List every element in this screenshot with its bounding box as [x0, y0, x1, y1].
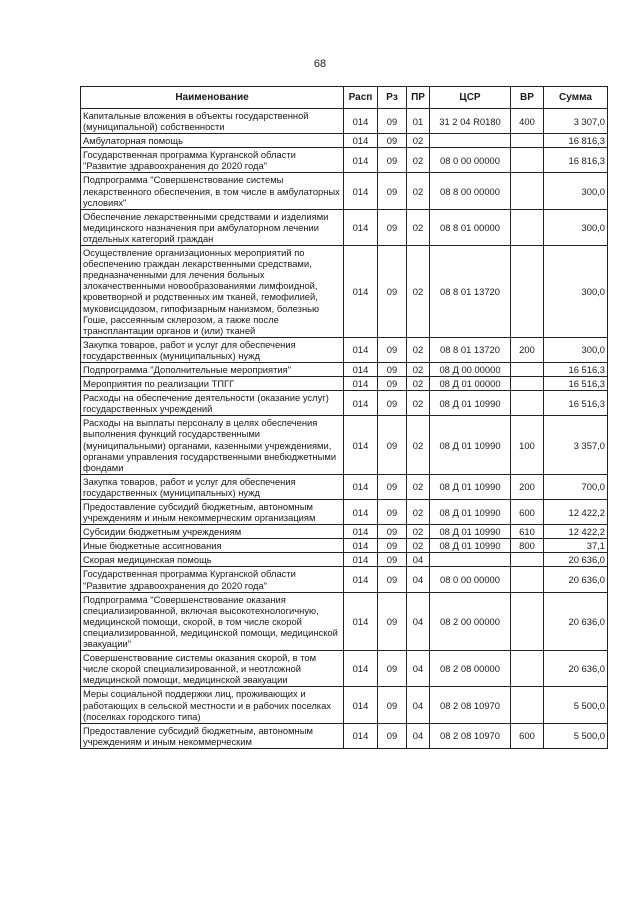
table-row	[81, 567, 608, 592]
cell-rasp: 014	[344, 148, 378, 173]
header-csr: ЦСР	[430, 87, 511, 109]
cell-name: Меры социальной поддержки лиц, проживающих и работающих в сельской местности и в рабочих поселках (поселках городского типа)	[81, 687, 344, 723]
cell-vr	[511, 651, 544, 687]
table-row	[81, 687, 608, 723]
cell-vr	[511, 592, 544, 650]
table-row	[81, 391, 608, 416]
cell-rasp: 014	[344, 134, 378, 148]
page-number: 68	[313, 58, 327, 70]
cell-sum: 300,0	[544, 246, 608, 338]
cell-pr: 02	[407, 416, 430, 474]
cell-rasp: 014	[344, 687, 378, 723]
table-row	[81, 109, 608, 134]
cell-pr: 02	[407, 377, 430, 391]
cell-vr	[511, 209, 544, 245]
cell-sum: 16 816,3	[544, 148, 608, 173]
cell-rasp: 014	[344, 209, 378, 245]
cell-name: Мероприятия по реализации ТПГГ	[81, 377, 344, 391]
cell-csr: 08 8 00 00000	[430, 173, 511, 209]
cell-rasp: 014	[344, 246, 378, 338]
cell-csr: 08 Д 00 00000	[430, 362, 511, 376]
cell-pr: 02	[407, 500, 430, 525]
cell-rz: 09	[378, 567, 407, 592]
cell-name: Закупка товаров, работ и услуг для обеспечения государственных (муниципальных) нужд	[81, 337, 344, 362]
cell-rz: 09	[378, 148, 407, 173]
cell-rz: 09	[378, 539, 407, 553]
cell-csr	[430, 134, 511, 148]
cell-rasp: 014	[344, 337, 378, 362]
cell-csr: 08 8 01 13720	[430, 337, 511, 362]
cell-sum: 5 500,0	[544, 687, 608, 723]
table-row	[81, 209, 608, 245]
cell-rasp: 014	[344, 416, 378, 474]
cell-sum: 300,0	[544, 337, 608, 362]
cell-rz: 09	[378, 687, 407, 723]
cell-rz: 09	[378, 362, 407, 376]
cell-rasp: 014	[344, 651, 378, 687]
cell-rz: 09	[378, 592, 407, 650]
cell-vr	[511, 553, 544, 567]
cell-vr: 800	[511, 539, 544, 553]
cell-name: Предоставление субсидий бюджетным, автономным учреждениям и иным некоммерческим	[81, 723, 344, 748]
cell-rasp: 014	[344, 525, 378, 539]
cell-name: Подпрограмма "Дополнительные мероприятия"	[81, 362, 344, 376]
cell-rz: 09	[378, 416, 407, 474]
cell-rasp: 014	[344, 173, 378, 209]
cell-name: Подпрограмма "Совершенствование оказания специализированной, включая высокотехнологичную, медицинской помощи, скорой, в том числе скорой специализированной, медицинской помощи, медицинской эвакуации"	[81, 592, 344, 650]
cell-pr: 01	[407, 109, 430, 134]
cell-sum: 20 636,0	[544, 567, 608, 592]
cell-rz: 09	[378, 209, 407, 245]
cell-pr: 04	[407, 651, 430, 687]
table-row	[81, 377, 608, 391]
cell-csr	[430, 553, 511, 567]
cell-sum: 5 500,0	[544, 723, 608, 748]
cell-vr	[511, 362, 544, 376]
cell-name: Совершенствование системы оказания скорой, в том числе скорой специализированной, и неотложной медицинской помощи, медицинской эвакуации	[81, 651, 344, 687]
cell-pr: 02	[407, 525, 430, 539]
cell-rz: 09	[378, 474, 407, 499]
cell-rz: 09	[378, 337, 407, 362]
cell-name: Осуществление организационных мероприятий по обеспечению граждан лекарственными средствами, предназначенными для лечения больных злокачественными новообразованиями лимфоидной, кроветворной и родственных им тканей, гемофилией, муковисцидозом, гипофизарным нанизмом, болезнью Гоше, рассеянным склерозом, а также после трансплантации органов и (или) тканей	[81, 246, 344, 338]
cell-name: Иные бюджетные ассигнования	[81, 539, 344, 553]
cell-csr: 08 Д 01 10990	[430, 416, 511, 474]
table-header-row	[81, 87, 608, 109]
cell-csr: 08 Д 01 10990	[430, 539, 511, 553]
cell-vr	[511, 377, 544, 391]
table-row	[81, 173, 608, 209]
cell-rasp: 014	[344, 500, 378, 525]
cell-name: Государственная программа Курганской области "Развитие здравоохранения до 2020 года"	[81, 148, 344, 173]
cell-csr: 31 2 04 R0180	[430, 109, 511, 134]
cell-vr: 200	[511, 474, 544, 499]
cell-pr: 04	[407, 723, 430, 748]
cell-name: Закупка товаров, работ и услуг для обеспечения государственных (муниципальных) нужд	[81, 474, 344, 499]
table-row	[81, 539, 608, 553]
cell-csr: 08 Д 01 10990	[430, 525, 511, 539]
cell-vr: 610	[511, 525, 544, 539]
cell-pr: 02	[407, 148, 430, 173]
cell-rz: 09	[378, 525, 407, 539]
cell-rasp: 014	[344, 391, 378, 416]
cell-rasp: 014	[344, 723, 378, 748]
cell-sum: 16 516,3	[544, 377, 608, 391]
cell-name: Подпрограмма "Совершенствование системы лекарственного обеспечения, в том числе в амбулаторных условиях"	[81, 173, 344, 209]
cell-name: Расходы на обеспечение деятельности (оказание услуг) государственных учреждений	[81, 391, 344, 416]
header-vr: ВР	[511, 87, 544, 109]
cell-pr: 04	[407, 553, 430, 567]
budget-table	[80, 86, 608, 749]
cell-rasp: 014	[344, 567, 378, 592]
cell-csr: 08 0 00 00000	[430, 148, 511, 173]
cell-vr: 400	[511, 109, 544, 134]
cell-rasp: 014	[344, 592, 378, 650]
cell-pr: 02	[407, 246, 430, 338]
table-row	[81, 500, 608, 525]
cell-rz: 09	[378, 391, 407, 416]
cell-rasp: 014	[344, 377, 378, 391]
cell-sum: 700,0	[544, 474, 608, 499]
cell-sum: 12 422,2	[544, 525, 608, 539]
cell-csr: 08 2 00 00000	[430, 592, 511, 650]
cell-rasp: 014	[344, 362, 378, 376]
cell-rasp: 014	[344, 109, 378, 134]
cell-sum: 37,1	[544, 539, 608, 553]
header-rz: Рз	[378, 87, 407, 109]
cell-sum: 12 422,2	[544, 500, 608, 525]
cell-pr: 04	[407, 567, 430, 592]
cell-rasp: 014	[344, 553, 378, 567]
cell-pr: 04	[407, 592, 430, 650]
cell-pr: 02	[407, 337, 430, 362]
table-row	[81, 416, 608, 474]
cell-sum: 16 516,3	[544, 391, 608, 416]
table-row	[81, 525, 608, 539]
cell-vr	[511, 148, 544, 173]
header-pr: ПР	[407, 87, 430, 109]
cell-vr	[511, 391, 544, 416]
cell-csr: 08 2 08 10970	[430, 723, 511, 748]
cell-vr	[511, 173, 544, 209]
cell-rz: 09	[378, 173, 407, 209]
cell-csr: 08 2 08 00000	[430, 651, 511, 687]
header-rasp: Расп	[344, 87, 378, 109]
cell-pr: 04	[407, 687, 430, 723]
cell-sum: 20 636,0	[544, 651, 608, 687]
cell-rz: 09	[378, 134, 407, 148]
cell-rz: 09	[378, 246, 407, 338]
cell-vr	[511, 567, 544, 592]
cell-name: Расходы на выплаты персоналу в целях обеспечения выполнения функций государственными (муниципальными) органами, казенными учреждениями, органами управления государственными внебюджетными фондами	[81, 416, 344, 474]
cell-name: Предоставление субсидий бюджетным, автономным учреждениям и иным некоммерческим организациям	[81, 500, 344, 525]
cell-pr: 02	[407, 173, 430, 209]
cell-csr: 08 Д 01 10990	[430, 391, 511, 416]
cell-pr: 02	[407, 134, 430, 148]
header-name: Наименование	[81, 87, 344, 109]
cell-rz: 09	[378, 553, 407, 567]
cell-pr: 02	[407, 391, 430, 416]
cell-name: Скорая медицинская помощь	[81, 553, 344, 567]
cell-csr: 08 8 01 00000	[430, 209, 511, 245]
table-body	[81, 109, 608, 749]
table-row	[81, 553, 608, 567]
cell-pr: 02	[407, 209, 430, 245]
table-row	[81, 148, 608, 173]
cell-sum: 300,0	[544, 209, 608, 245]
table-row	[81, 651, 608, 687]
cell-vr	[511, 246, 544, 338]
cell-vr: 200	[511, 337, 544, 362]
header-sum: Сумма	[544, 87, 608, 109]
table-row	[81, 246, 608, 338]
cell-csr: 08 Д 01 10990	[430, 500, 511, 525]
table-row	[81, 723, 608, 748]
cell-rz: 09	[378, 651, 407, 687]
cell-vr	[511, 687, 544, 723]
cell-sum: 16 816,3	[544, 134, 608, 148]
cell-rz: 09	[378, 723, 407, 748]
table-row	[81, 134, 608, 148]
cell-sum: 300,0	[544, 173, 608, 209]
cell-name: Амбулаторная помощь	[81, 134, 344, 148]
cell-name: Субсидии бюджетным учреждениям	[81, 525, 344, 539]
table-row	[81, 362, 608, 376]
cell-rz: 09	[378, 377, 407, 391]
cell-rz: 09	[378, 500, 407, 525]
cell-csr: 08 Д 01 00000	[430, 377, 511, 391]
cell-sum: 20 636,0	[544, 553, 608, 567]
cell-rz: 09	[378, 109, 407, 134]
cell-sum: 3 357,0	[544, 416, 608, 474]
cell-pr: 02	[407, 362, 430, 376]
cell-pr: 02	[407, 539, 430, 553]
table-row	[81, 592, 608, 650]
table-row	[81, 474, 608, 499]
cell-csr: 08 2 08 10970	[430, 687, 511, 723]
cell-name: Капитальные вложения в объекты государственной (муниципальной) собственности	[81, 109, 344, 134]
cell-name: Обеспечение лекарственными средствами и изделиями медицинского назначения при амбулаторном лечении отдельных категорий граждан	[81, 209, 344, 245]
cell-sum: 16 516,3	[544, 362, 608, 376]
cell-vr: 100	[511, 416, 544, 474]
cell-sum: 20 636,0	[544, 592, 608, 650]
cell-rasp: 014	[344, 539, 378, 553]
cell-csr: 08 0 00 00000	[430, 567, 511, 592]
cell-pr: 02	[407, 474, 430, 499]
cell-csr: 08 8 01 13720	[430, 246, 511, 338]
cell-sum: 3 307,0	[544, 109, 608, 134]
cell-vr: 600	[511, 500, 544, 525]
cell-vr: 600	[511, 723, 544, 748]
cell-rasp: 014	[344, 474, 378, 499]
cell-name: Государственная программа Курганской области "Развитие здравоохранения до 2020 года"	[81, 567, 344, 592]
table-row	[81, 337, 608, 362]
cell-csr: 08 Д 01 10990	[430, 474, 511, 499]
cell-vr	[511, 134, 544, 148]
